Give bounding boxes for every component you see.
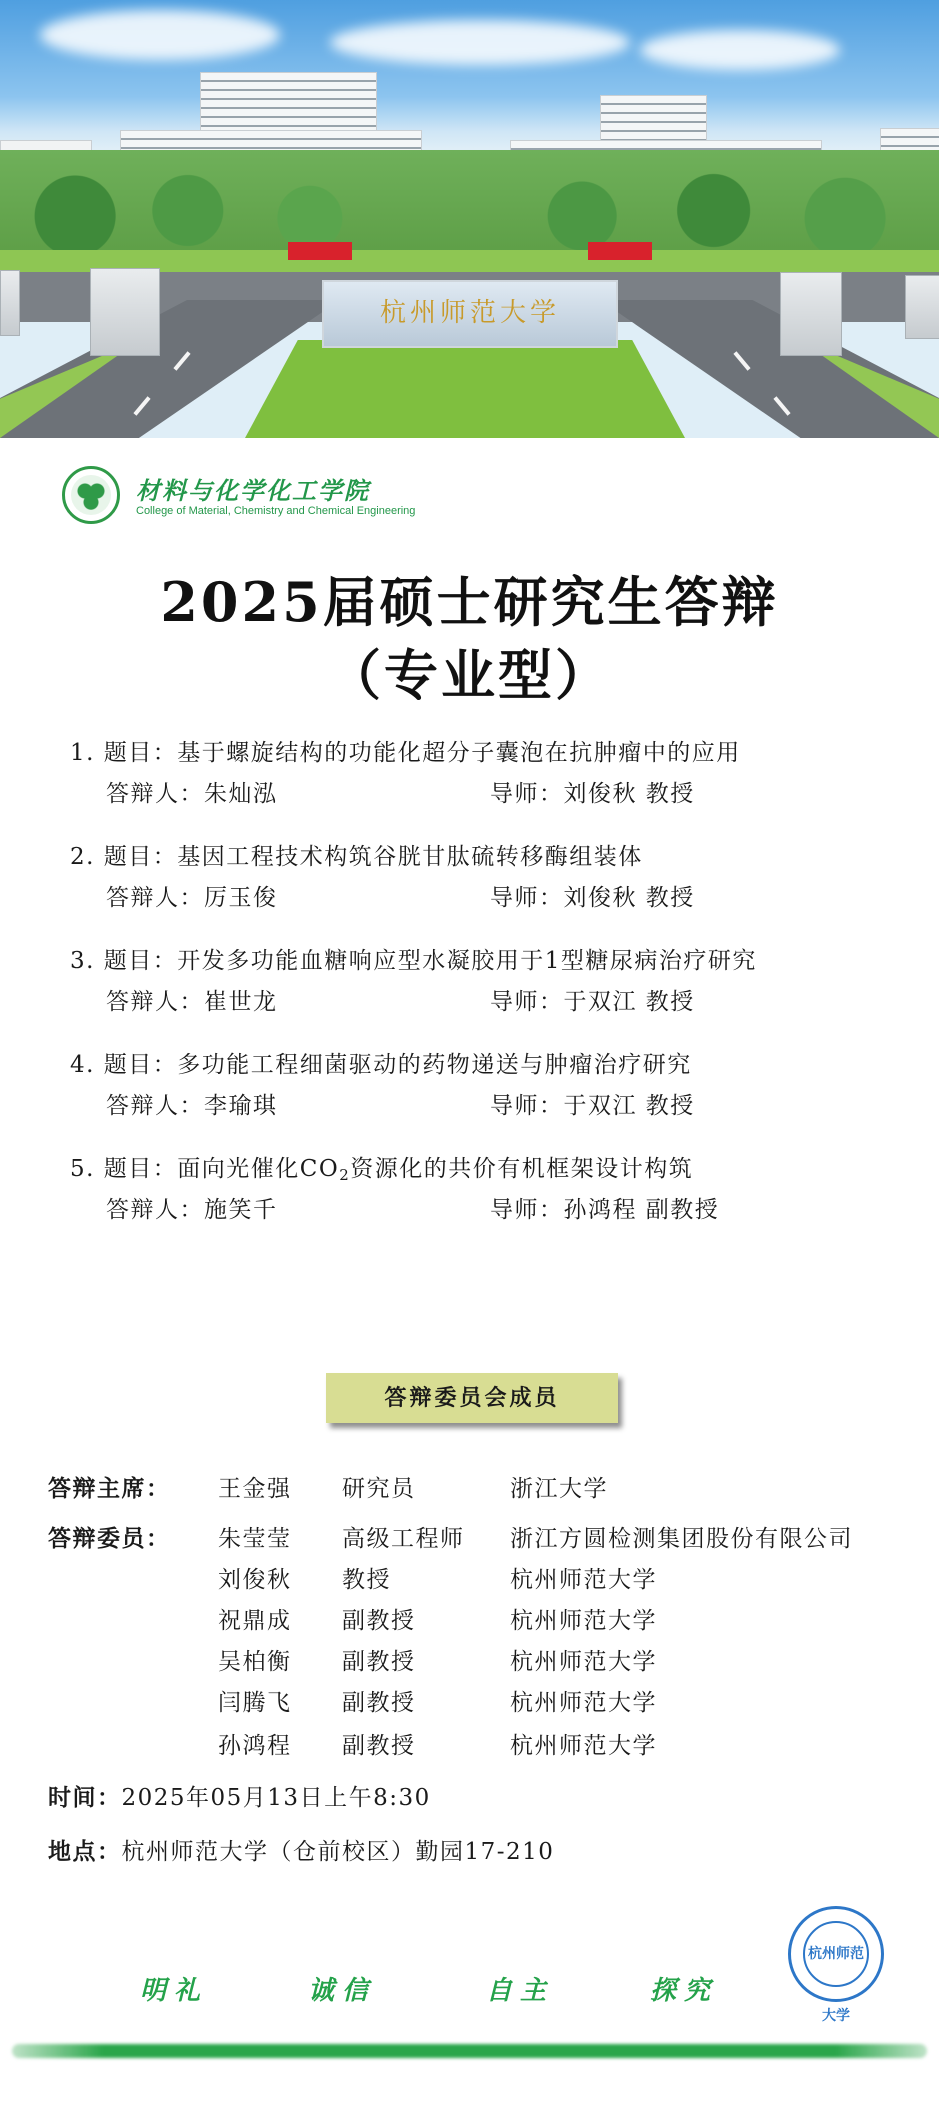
gate-pillar [90, 268, 160, 356]
defender: 答辩人：厉玉俊 [106, 885, 278, 911]
member-title: 副教授 [342, 1690, 416, 1716]
member-org: 杭州师范大学 [510, 1733, 657, 1759]
advisor: 导师：刘俊秋 教授 [490, 781, 695, 807]
university-seal-icon [788, 1906, 884, 2024]
defense-topic-list [70, 734, 910, 1254]
member-name: 吴柏衡 [218, 1649, 292, 1675]
motto-item: 探究 [650, 1976, 719, 2006]
member-name: 闫腾飞 [218, 1690, 292, 1716]
motto-item: 自主 [486, 1976, 555, 2006]
topic-item [70, 1150, 910, 1254]
central-lawn [245, 340, 685, 438]
page-subtitle: （专业型） [327, 643, 612, 707]
red-banner [288, 242, 352, 260]
college-name-en: College of Material, Chemistry and Chemical Engineering [136, 505, 416, 517]
member-org: 浙江方圆检测集团股份有限公司 [510, 1526, 853, 1552]
committee-heading: 答辩委员会成员 [326, 1373, 618, 1423]
member-name: 朱莹莹 [218, 1526, 292, 1552]
cloud [330, 20, 630, 65]
seal-text: 杭州师范大学 [803, 1921, 869, 1987]
member-title: 副教授 [342, 1649, 416, 1675]
tree-line [0, 150, 939, 260]
member-title: 教授 [342, 1567, 391, 1593]
chair-name: 王金强 [218, 1476, 292, 1502]
gate-pillar [780, 272, 842, 356]
gate-pillar [0, 270, 20, 336]
advisor: 导师：于双江 教授 [490, 989, 695, 1015]
topic-line: 3. 题目：开发多功能血糖响应型水凝胶用于1型糖尿病治疗研究 [70, 948, 757, 974]
advisor: 导师：于双江 教授 [490, 1093, 695, 1119]
topic-item [70, 734, 910, 838]
advisor: 导师：刘俊秋 教授 [490, 885, 695, 911]
campus-gate [322, 280, 618, 348]
member-org: 杭州师范大学 [510, 1567, 657, 1593]
member-title: 副教授 [342, 1608, 416, 1634]
motto-item: 明礼 [140, 1976, 209, 2006]
motto-item: 诚信 [308, 1976, 377, 2006]
advisor: 导师：孙鸿程 副教授 [490, 1197, 720, 1223]
college-name-cn: 材料与化学化工学院 [136, 477, 370, 505]
topic-item [70, 942, 910, 1046]
members-label: 答辩委员： [48, 1525, 171, 1552]
bottom-divider [12, 2044, 927, 2058]
defender: 答辩人：朱灿泓 [106, 781, 278, 807]
gate-inscription: 杭州师范大学 [379, 298, 560, 328]
topic-line: 2. 题目：基因工程技术构筑谷胱甘肽硫转移酶组装体 [70, 844, 643, 870]
chair-label: 答辩主席： [48, 1475, 171, 1502]
member-name: 孙鸿程 [218, 1733, 292, 1759]
defense-place: 地点：杭州师范大学（仓前校区）勤园17-210 [48, 1838, 555, 1865]
topic-line: 5. 题目：面向光催化$CO_2$资源化的共价有机框架设计构筑 [70, 1156, 694, 1184]
member-title: 高级工程师 [342, 1526, 465, 1552]
page-title: 2025届硕士研究生答辩 [160, 570, 779, 634]
topic-item [70, 838, 910, 942]
defender: 答辩人：李瑜琪 [106, 1093, 278, 1119]
chair-title: 研究员 [342, 1476, 416, 1502]
defense-time: 时间：2025年05月13日上午8:30 [48, 1784, 431, 1811]
topic-line: 4. 题目：多功能工程细菌驱动的药物递送与肿瘤治疗研究 [70, 1052, 692, 1078]
defender: 答辩人：施笑千 [106, 1197, 278, 1223]
college-logo-icon [62, 466, 120, 524]
topic-line: 1. 题目：基于螺旋结构的功能化超分子囊泡在抗肿瘤中的应用 [70, 740, 741, 766]
member-org: 杭州师范大学 [510, 1690, 657, 1716]
cloud [640, 30, 840, 70]
member-org: 杭州师范大学 [510, 1649, 657, 1675]
hero-campus-photo [0, 0, 939, 438]
member-name: 祝鼎成 [218, 1608, 292, 1634]
member-title: 副教授 [342, 1733, 416, 1759]
member-org: 杭州师范大学 [510, 1608, 657, 1634]
defender: 答辩人：崔世龙 [106, 989, 278, 1015]
cloud [40, 10, 280, 60]
member-name: 刘俊秋 [218, 1567, 292, 1593]
topic-item [70, 1046, 910, 1150]
gate-pillar [905, 275, 939, 339]
chair-org: 浙江大学 [510, 1476, 608, 1502]
red-banner [588, 242, 652, 260]
